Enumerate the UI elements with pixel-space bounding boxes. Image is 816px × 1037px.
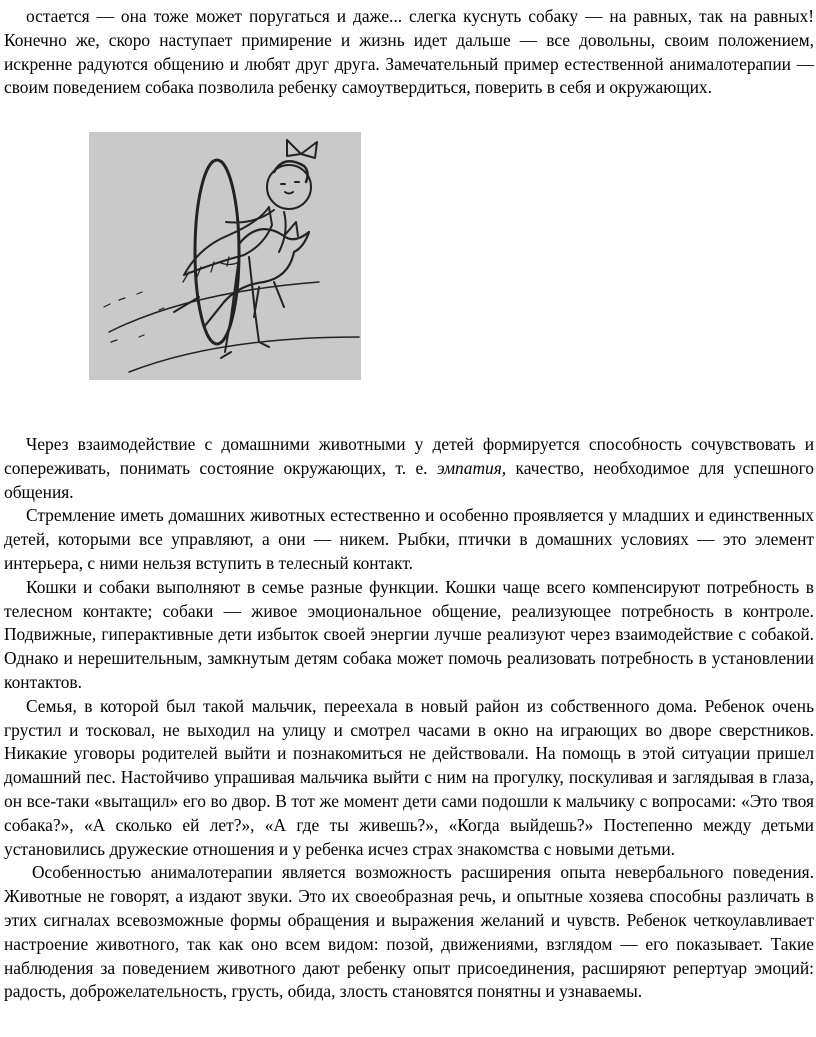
paragraph-empathy <box>4 433 814 504</box>
paragraph-nonverbal: Особенностью анималотерапии является возможность расширения опыта невербального поведения. Животные не говорят, а издают звуки. Это их своеобразная речь, и опытные хозяева способны различать в этих сигналах всевозможные формы обращения и выражения желаний и чувств. Ребенок четкоулавливает настроение животного, так как оно всем видом: позой, движениями, взглядом — его показывает. Такие наблюдения за поведением животного дают ребенку опыт присоединения, расширяют репертуар эмоций: радость, доброжелательность, грусть, обида, злость становятся понятны и узнаваемы. <box>4 862 814 1002</box>
girl-with-hoop-and-dog-illustration <box>89 132 361 380</box>
paragraph-cats-dogs: Кошки и собаки выполняют в семье разные функции. Кошки чаще всего компенсируют потребность в телесном контакте; собаки — живое эмоциональное общение, реализующее потребность в контроле. Подвижные, гиперактивные дети избыток своей энергии лучше реализуют через взаимодействие с собакой. Однако и нерешительным, замкнутым детям собака может помочь реализовать потребность в установлении контактов. <box>4 576 814 692</box>
paragraph-empathy-after: качество, необходимое для успешного общения. <box>4 457 815 502</box>
intro-paragraph: остается — она тоже может поругаться и даже... слегка куснуть собаку — на равных, так на равных! Конечно же, скоро наступает примирение и жизнь идет дальше — все довольны, своим положением, искренне радуются общению и любят друг друга. Замечательный пример естественной анималотерапии — своим поведением собака позволила ребенку самоутвердиться, поверить в себя и окружающих. <box>4 6 814 98</box>
main-text <box>4 433 814 1004</box>
paragraph-family-story: Семья, в которой был такой мальчик, переехала в новый район из собственного дома. Ребенок очень грустил и тосковал, не выходил на улицу и смотрел часами в окно на играющих во дворе сверстников. Никакие уговоры родителей выйти и познакомиться не действовали. На помощь в этой ситуации пришел домашний пес. Настойчиво упрашивая мальчика выйти с ним на прогулку, поскуливая и заглядывая в глаза, он все-таки «вытащил» его во двор. В тот же момент дети сами подошли к мальчику с вопросами: «Это твоя собака?», «А сколько ей лет?», «А где ты живешь?», «Когда выйдешь?» Постепенно между детьми установились дружеские отношения и у ребенка исчез страх знакомства с новыми детьми. <box>4 695 814 859</box>
paragraph-empathy-before: Через взаимодействие с домашними животными у детей формируется способность сочувствовать и сопереживать, понимать состояние окружающих, т. е. <box>4 434 814 478</box>
empathy-term: эмпатия, <box>436 457 507 478</box>
paragraph-pets-desire: Стремление иметь домашних животных естественно и особенно проявляется у младших и единственных детей, которыми все управляют, а они — никем. Рыбки, птички в домашних условиях — это элемент интерьера, с ними нельзя вступить в телесный контакт. <box>4 505 814 573</box>
